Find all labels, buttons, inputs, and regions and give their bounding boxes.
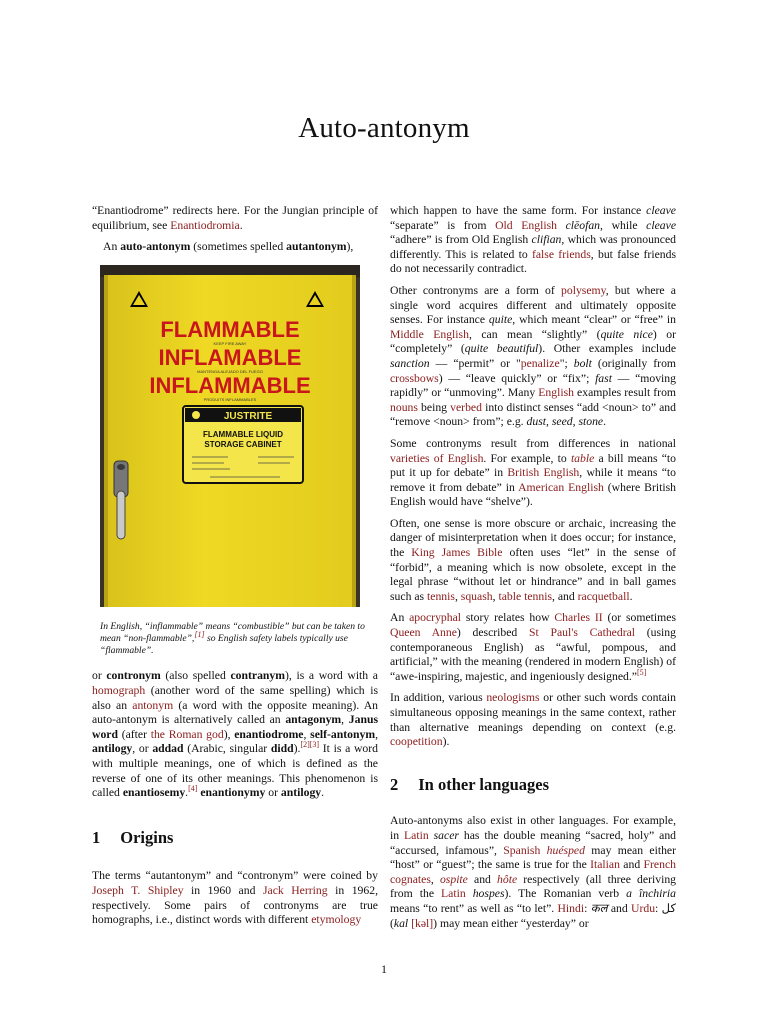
link-varieties-of-english[interactable]: varieties of English — [390, 451, 484, 465]
hatnote: “Enantiodrome” redirects here. For the Jungian principle of equilibrium, see Enantiodromia. — [92, 204, 378, 232]
link-old-english[interactable]: Old English — [495, 218, 557, 232]
right-column — [390, 204, 676, 938]
link-queen-anne[interactable]: Queen Anne — [390, 626, 457, 640]
link-american-english[interactable]: American English — [518, 480, 604, 494]
citation-5[interactable]: [5] — [637, 667, 647, 677]
link-ipa-kal[interactable]: [kəl] — [411, 916, 434, 930]
label-inflamable: INFLAMABLE — [158, 344, 302, 370]
link-hote[interactable]: hôte — [497, 872, 518, 886]
polysemy-paragraph: Other contronyms are a form of polysemy, but where a single word acquires different and ultimately opposite senses. For instance quite, which meant “clear” or “free” in Middle English, can mean “slightly” (quite nice) or “completely” (quite beautiful). Other examples include sanction — “permit” or "penalize"; bolt (originally from crossbows) — “leave quickly” or “fix”; fast — “moving rapidly” or “unmoving”. Many English examples result from nouns being verbed into distinct senses “add <noun> to” and “remove <noun> from”; e.g. dust, seed, stone. — [390, 283, 677, 429]
link-british-english[interactable]: British English — [507, 466, 580, 480]
link-latin-2[interactable]: Latin — [441, 887, 466, 901]
link-king-james-bible[interactable]: King James Bible — [411, 546, 503, 560]
heading-origins: 1 Origins — [92, 827, 174, 847]
lead-paragraph-start: An auto-antonym (sometimes spelled autantonym), — [103, 240, 354, 254]
link-nouns[interactable]: nouns — [390, 400, 418, 414]
link-crossbows[interactable]: crossbows — [390, 371, 439, 385]
archaic-paragraph: Often, one sense is more obscure or archaic, increasing the danger of misinterpretation when it does occur; for instance, the King James Bible often uses “let” in the sense of “forbid”, a meaning which is now obsolete, except in the legal phrase “without let or hindrance” and in ball games such as tennis, squash, table tennis, and racquetball. — [390, 516, 676, 603]
page-title: Auto-antonym — [298, 112, 470, 144]
link-penalize[interactable]: penalize — [520, 356, 560, 370]
link-latin[interactable]: Latin — [404, 828, 429, 842]
brand-logo-icon — [192, 411, 200, 419]
link-false-friends[interactable]: false friends — [531, 247, 591, 261]
link-charles-ii[interactable]: Charles II — [554, 611, 603, 625]
link-enantiodromia[interactable]: Enantiodromia — [170, 218, 240, 232]
link-jack-herring[interactable]: Jack Herring — [262, 883, 328, 897]
apocryphal-paragraph: An apocryphal story relates how Charles II (or sometimes Queen Anne) described St Paul's Cathedral (using contemporaneous English) as “awful, pompous, and artificial,” with the meaning (rendered in modern English) of “awe-inspiring, majestic, and ingeniously designed.”[5] — [390, 611, 676, 683]
link-middle-english[interactable]: Middle English — [390, 327, 469, 341]
link-antonym[interactable]: antonym — [132, 698, 174, 712]
figure-safety-cabinet — [100, 265, 378, 658]
link-table-tennis[interactable]: table tennis — [498, 589, 553, 603]
origins-paragraph-continued: which happen to have the same form. For instance cleave “separate” is from Old English clēofan, while cleave “adhere” is from Old English clifian, which was pronounced differently. This is related to false friends, but false friends do not necessarily contradict. — [390, 204, 677, 276]
citation-2-3[interactable]: [2][3] — [300, 740, 320, 750]
citation-4[interactable]: [4] — [188, 784, 198, 794]
svg-text:MANTENGA ALEJADO DEL FUEGO: MANTENGA ALEJADO DEL FUEGO — [197, 368, 263, 374]
heading-other-languages: 2 In other languages — [390, 774, 550, 794]
link-spanish[interactable]: Spanish — [503, 843, 541, 857]
languages-paragraph: Auto-antonyms also exist in other languages. For example, in Latin sacer has the double meaning “sacred, holy” and “accursed, infamous”, Spanish huésped may mean either “host” or “guest”; the same is true for the Italian and French cognates, ospite and hôte respectively (all three deriving from the Latin hospes). The Romanian verb a închiria means “to rent” as well as “to let”. Hindi: कल and Urdu: کل (kal [kəl]) may mean either “yesterday” or — [390, 814, 677, 930]
link-coopetition[interactable]: coopetition — [390, 735, 443, 749]
link-cognates[interactable]: cognates — [390, 872, 431, 886]
left-column — [92, 204, 378, 935]
link-homograph[interactable]: homograph — [92, 683, 146, 697]
link-polysemy[interactable]: polysemy — [561, 283, 606, 297]
lead-paragraph-continued: or contronym (also spelled contranym), is a word with a homograph (another word of the same spelling) which is also an antonym (a word with the opposite meaning). An auto-antonym is alternatively called an antagonym, Janus word (after the Roman god), enantiodrome, self-antonym, antilogy, or addad (Arabic, singular didd).[2][3] It is a word with multiple meanings, one of which is defined as the reverse of one of its other meanings. This phenomenon is called enantiosemy.[4] enantionymy or antilogy. — [92, 669, 379, 800]
safety-cabinet-photo — [100, 265, 360, 607]
link-joseph-shipley[interactable]: Joseph T. Shipley — [92, 883, 184, 897]
link-tennis[interactable]: tennis — [427, 589, 455, 603]
citation-1[interactable]: [1] — [194, 630, 205, 640]
neologisms-paragraph: In addition, various neologisms or other such words contain simultaneous opposing meanings in the same context, rather than alternative meanings depending on context (e.g. coopetition). — [390, 691, 676, 749]
link-table[interactable]: table — [570, 451, 595, 465]
link-urdu[interactable]: Urdu — [631, 901, 656, 915]
link-apocryphal[interactable]: apocryphal — [409, 611, 462, 625]
link-ospite[interactable]: ospite — [439, 872, 468, 886]
link-english[interactable]: English — [538, 386, 574, 400]
link-hindi[interactable]: Hindi — [557, 901, 585, 915]
figure-caption: In English, “inflammable” means “combustible” but can be taken to mean “non-flammable”,[1] so English safety labels typically use “flammable”. — [100, 621, 365, 657]
svg-text:PRODUITS INFLAMMABLES: PRODUITS INFLAMMABLES — [203, 396, 257, 402]
link-squash[interactable]: squash — [460, 589, 493, 603]
link-st-pauls-cathedral[interactable]: St Paul's Cathedral — [529, 626, 636, 640]
link-italian[interactable]: Italian — [590, 858, 620, 872]
link-roman-god[interactable]: the Roman god — [150, 727, 224, 741]
page-number: 1 — [381, 962, 387, 976]
plate-brand: JUSTRITE — [223, 410, 273, 422]
link-neologisms[interactable]: neologisms — [486, 691, 540, 705]
varieties-paragraph: Some contronyms result from differences in national varieties of English. For example, to table a bill means “to put it up for debate” in British English, while it means “to remove it from debate” in American English (where British English would have “shelve”). — [390, 436, 676, 509]
origins-paragraph: The terms “autantonym” and “contronym” were coined by Joseph T. Shipley in 1960 and Jack Herring in 1962, respectively. Some pairs of contronyms are true homographs, i.e., distinct words with different etymology — [92, 869, 379, 927]
link-verbed[interactable]: verbed — [450, 400, 482, 414]
link-huesped[interactable]: huésped — [546, 843, 585, 857]
link-french[interactable]: French — [643, 858, 676, 872]
plate-line1: FLAMMABLE LIQUID — [203, 429, 283, 439]
svg-text:KEEP FIRE AWAY: KEEP FIRE AWAY — [213, 340, 247, 346]
plate-line2: STORAGE CABINET — [204, 439, 282, 449]
link-racquetball[interactable]: racquetball — [577, 589, 630, 603]
link-etymology[interactable]: etymology — [311, 913, 362, 927]
label-flammable: FLAMMABLE — [160, 316, 300, 342]
label-inflammable: INFLAMMABLE — [149, 372, 311, 398]
